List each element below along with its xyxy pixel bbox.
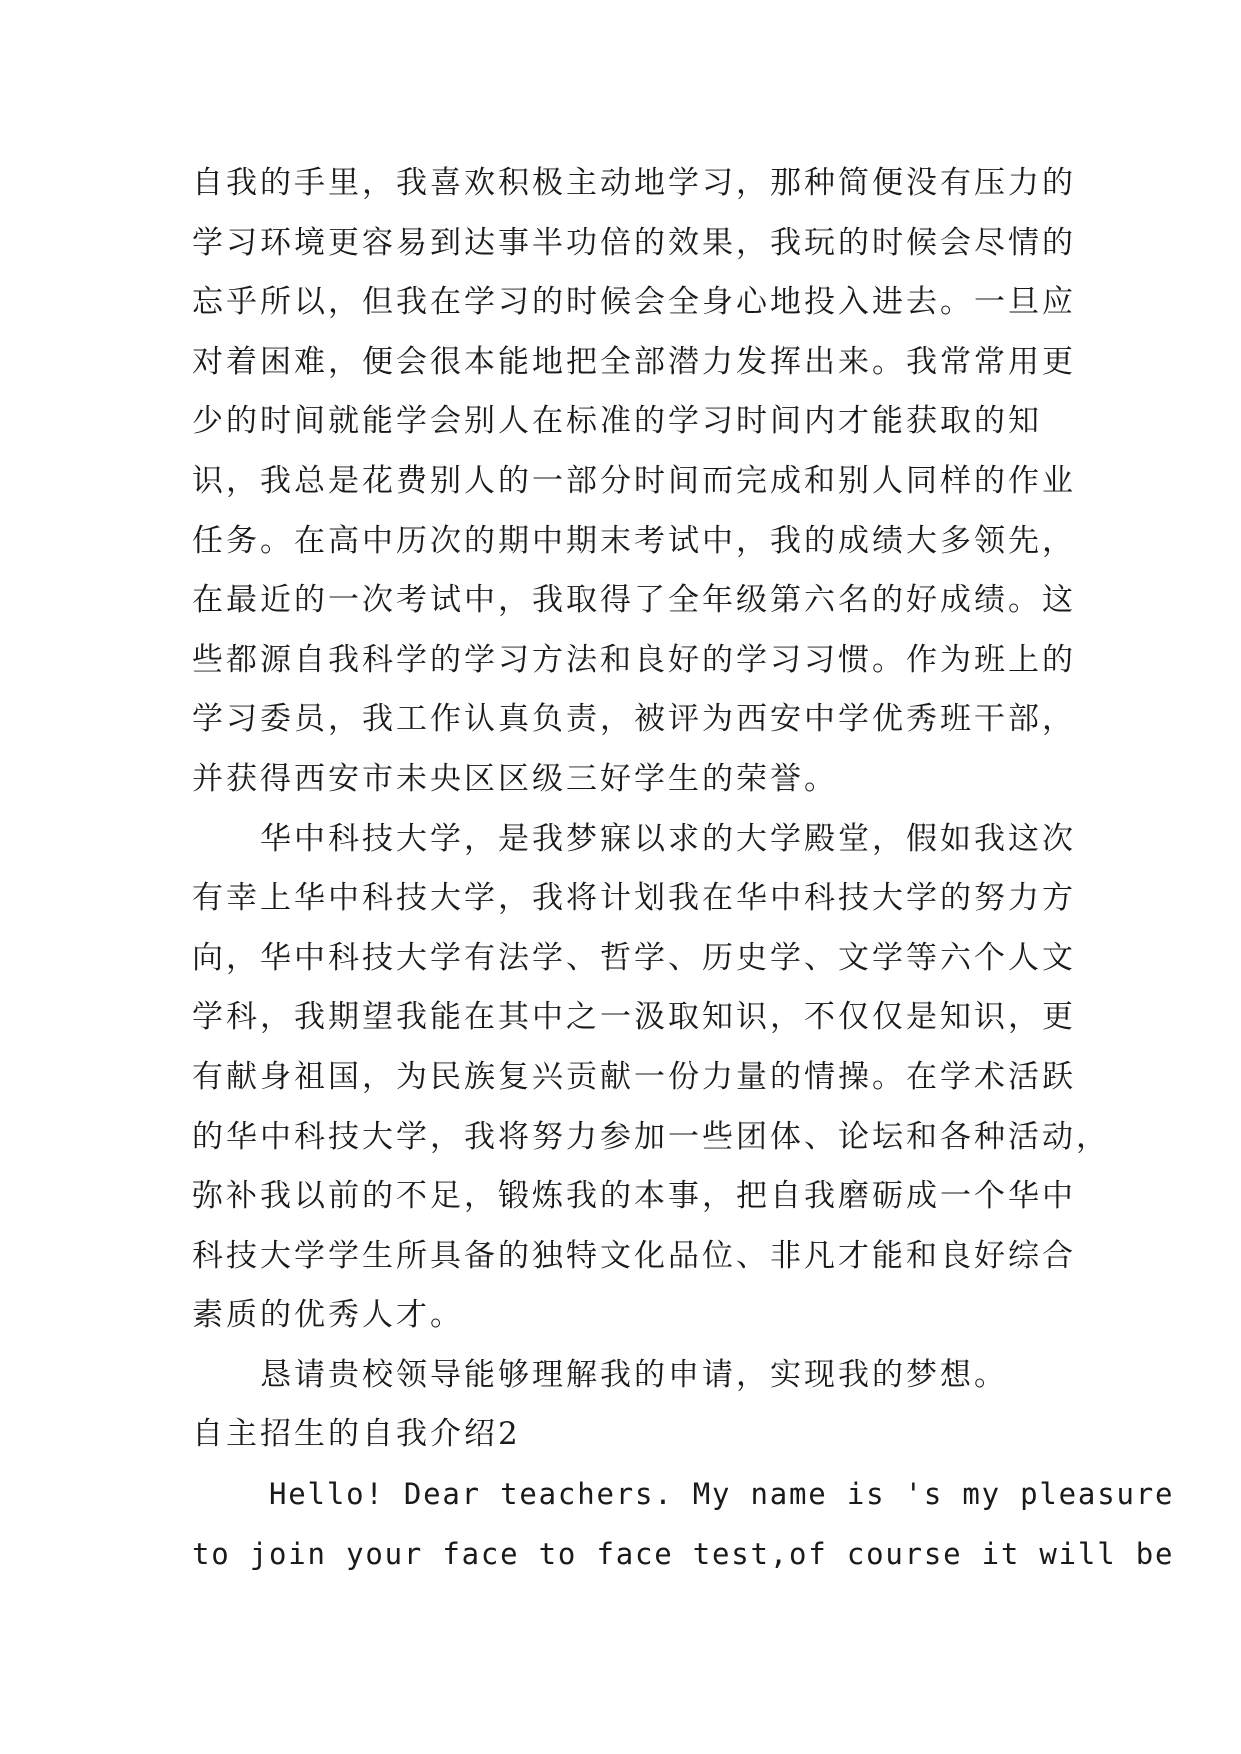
body-line-english: Hello! Dear teachers. My name is 's my pleasure [192,1477,1175,1512]
body-line: 些都源自我科学的学习方法和良好的学习习惯。作为班上的 [192,641,1076,678]
body-line: 有幸上华中科技大学，我将计划我在华中科技大学的努力方 [192,880,1076,917]
body-line: 少的时间就能学会别人在标准的学习时间内才能获取的知 [192,403,1042,440]
body-line: 华中科技大学，是我梦寐以求的大学殿堂，假如我这次 [192,820,1076,857]
body-line: 在最近的一次考试中，我取得了全年级第六名的好成绩。这 [192,582,1076,619]
body-line: 对着困难，便会很本能地把全部潜力发挥出来。我常常用更 [192,343,1076,380]
body-line: 学科，我期望我能在其中之一汲取知识，不仅仅是知识，更 [192,999,1076,1036]
body-line: 科技大学学生所具备的独特文化品位、非凡才能和良好综合 [192,1237,1076,1274]
body-line: 弥补我以前的不足，锻炼我的本事，把自我磨砺成一个华中 [192,1178,1076,1215]
body-line: 的华中科技大学，我将努力参加一些团体、论坛和各种活动， [192,1118,1110,1155]
body-line: 学习环境更容易到达事半功倍的效果，我玩的时候会尽情的 [192,224,1076,261]
body-line: 并获得西安市未央区区级三好学生的荣誉。 [192,760,838,797]
body-line: 素质的优秀人才。 [192,1297,464,1334]
section-heading: 自主招生的自我介绍2 [192,1416,521,1453]
body-line: 向，华中科技大学有法学、哲学、历史学、文学等六个人文 [192,939,1076,976]
document-body [192,154,1175,1584]
body-line: 识，我总是花费别人的一部分时间而完成和别人同样的作业 [192,462,1076,499]
body-line: 恳请贵校领导能够理解我的申请，实现我的梦想。 [192,1356,1008,1393]
body-line: 自我的手里，我喜欢积极主动地学习，那种简便没有压力的 [192,165,1076,201]
body-line: 任务。在高中历次的期中期末考试中，我的成绩大多领先， [192,522,1076,559]
body-line: 学习委员，我工作认真负责，被评为西安中学优秀班干部， [192,701,1076,738]
body-line: 忘乎所以，但我在学习的时候会全身心地投入进去。一旦应 [192,284,1076,321]
body-line-english: to join your face to face test,of course it will be [192,1536,1175,1571]
body-line: 有献身祖国，为民族复兴贡献一份力量的情操。在学术活跃 [192,1058,1076,1095]
